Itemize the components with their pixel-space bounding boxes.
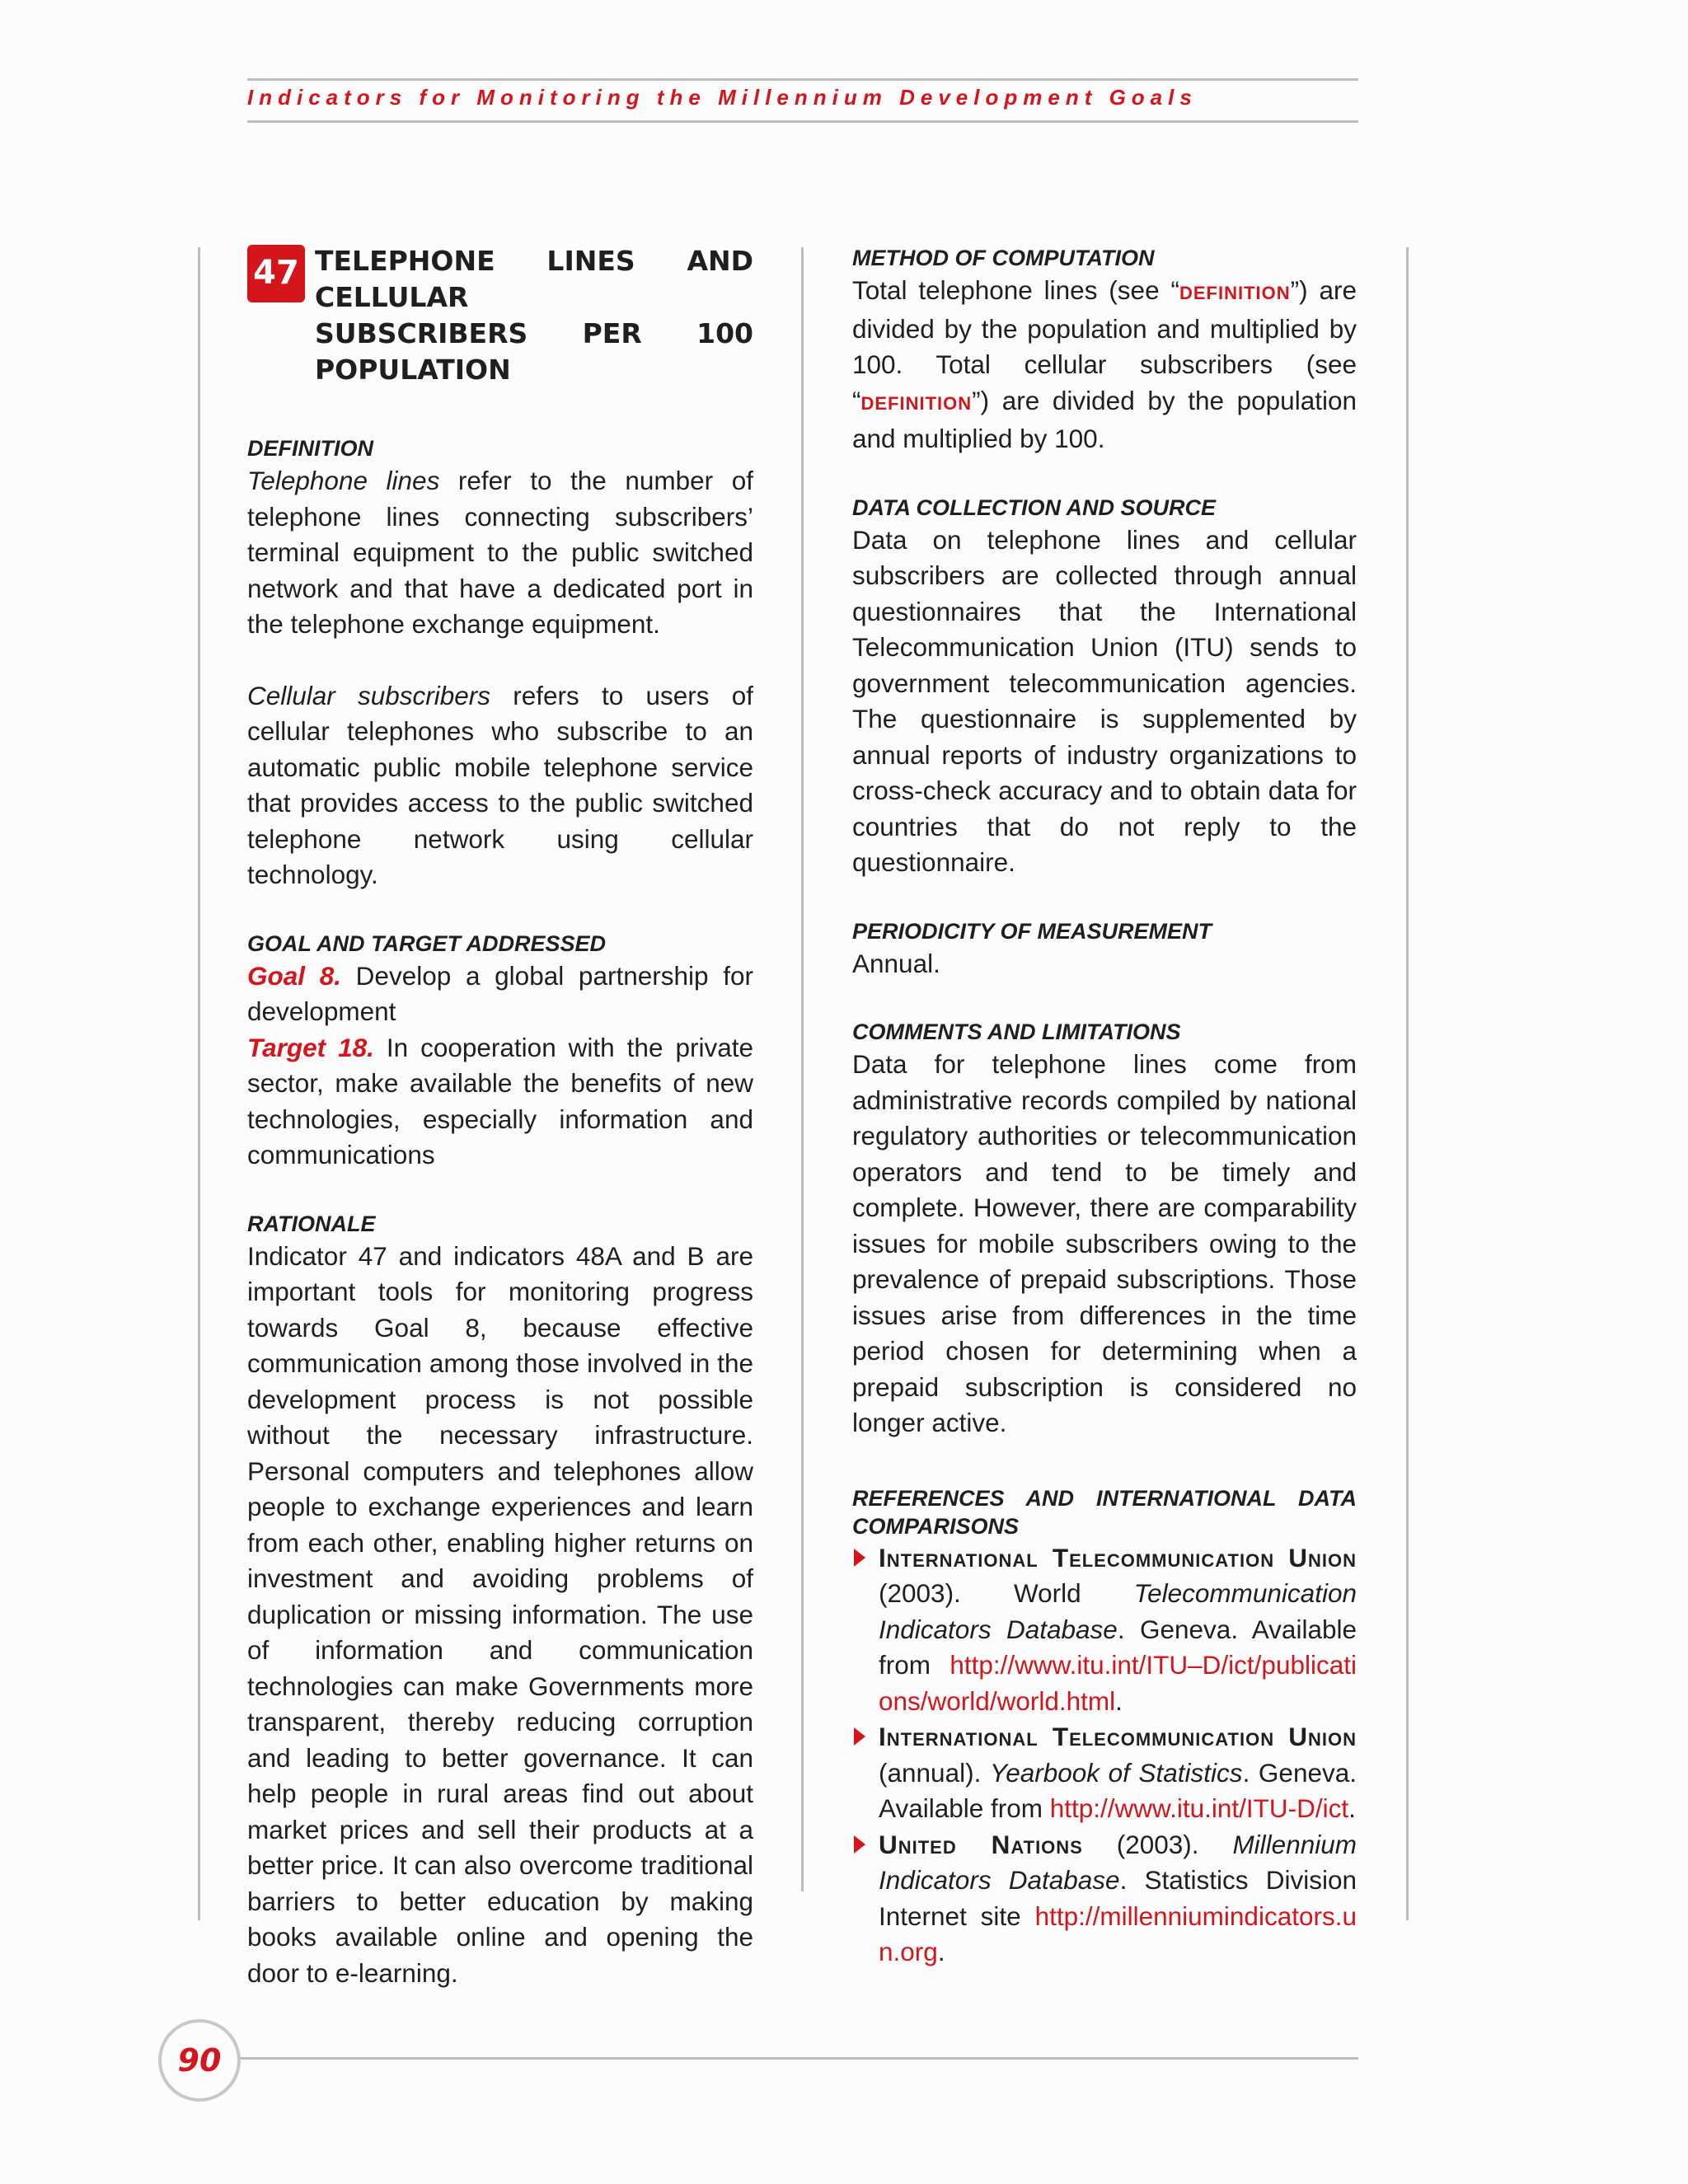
periodicity-section bbox=[852, 916, 1357, 982]
reference-title: Millennium Indicators Database bbox=[879, 1829, 1357, 1895]
comments-section bbox=[852, 1017, 1357, 1441]
reference-end: . bbox=[1348, 1793, 1356, 1823]
method-s2-post: ”) are divided by the population and multiplied by 100. bbox=[852, 385, 1357, 453]
data-collection-heading: DATA COLLECTION AND SOURCE bbox=[852, 494, 1216, 520]
reference-author: United Nations bbox=[879, 1829, 1083, 1859]
method-s2-pre: Total cellular subscribers (see “ bbox=[852, 349, 1357, 415]
indicator-number-badge: 47 bbox=[247, 245, 305, 302]
method-text bbox=[852, 273, 1357, 457]
term-telephone-lines: Telephone lines bbox=[247, 466, 440, 495]
reference-end: . bbox=[937, 1937, 945, 1966]
periodicity-text: Annual. bbox=[852, 948, 940, 978]
reference-post: . Geneva. Available from bbox=[879, 1757, 1357, 1823]
target-line bbox=[247, 1030, 753, 1174]
references-section bbox=[852, 1484, 1357, 1971]
definition-text-1: refer to the number of telephone lines connecting subscribers’ terminal equipment to the public switched network and that have a dedicated port in the telephone exchange equipment. bbox=[247, 466, 754, 639]
reference-post: . Geneva. Available from bbox=[879, 1614, 1357, 1680]
indicator-title-line-2: SUBSCRIBERS PER 100 POPULATION bbox=[315, 317, 753, 386]
indicator-title-block bbox=[247, 243, 753, 388]
left-column bbox=[247, 243, 753, 2027]
right-margin-rule bbox=[1406, 247, 1409, 1920]
method-s1-pre: Total telephone lines (see “ bbox=[852, 275, 1179, 305]
header-rule-bottom bbox=[247, 120, 1358, 123]
running-head: Indicators for Monitoring the Millennium Development Goals bbox=[247, 85, 1198, 110]
term-cellular-subscribers: Cellular subscribers bbox=[247, 680, 491, 710]
definition-section bbox=[247, 434, 753, 893]
left-margin-rule bbox=[198, 247, 200, 1920]
footer-rule bbox=[234, 2057, 1358, 2060]
indicator-title bbox=[315, 243, 753, 388]
definition-heading: DEFINITION bbox=[247, 436, 373, 461]
reference-author: International Telecommunication Union bbox=[879, 1722, 1357, 1751]
method-s2-ref[interactable]: DEFINITION bbox=[860, 392, 973, 414]
references-heading: REFERENCES AND INTERNATIONAL DATA COMPARISONS bbox=[852, 1485, 1357, 1539]
definition-paragraph-1 bbox=[247, 463, 753, 643]
reference-item bbox=[852, 1719, 1357, 1827]
reference-item bbox=[852, 1827, 1357, 1971]
target-label: Target 18. bbox=[247, 1032, 374, 1062]
page-number: 90 bbox=[158, 2019, 241, 2102]
reference-link[interactable]: http://www.itu.int/ITU–D/ict/publications/world/world.html bbox=[879, 1650, 1357, 1716]
comments-heading: COMMENTS AND LIMITATIONS bbox=[852, 1019, 1181, 1044]
reference-link[interactable]: http://millenniumindicators.un.org bbox=[879, 1900, 1357, 1966]
comments-text: Data for telephone lines come from administrative records compiled by national regulatory authorities or telecommunication operators and tend to be timely and complete. However, there are comparability issues for mobile subscribers owing to the prevalence of prepaid subscriptions. Those issues arise from differences in the time period chosen for determining when a prepaid subscription is considered no longer active. bbox=[852, 1049, 1357, 1437]
goal-text: Develop a global partnership for development bbox=[247, 960, 753, 1026]
references-list bbox=[852, 1540, 1357, 1971]
rationale-section bbox=[247, 1209, 753, 1992]
reference-title: Telecommunication Indicators Database bbox=[879, 1578, 1357, 1644]
reference-end: . bbox=[1115, 1685, 1123, 1716]
method-heading: METHOD OF COMPUTATION bbox=[852, 246, 1155, 270]
data-collection-section bbox=[852, 493, 1357, 881]
header-rule-top bbox=[247, 78, 1358, 81]
goal-section bbox=[247, 929, 753, 1174]
reference-pre: (2003). bbox=[1082, 1829, 1233, 1859]
rationale-heading: RATIONALE bbox=[247, 1211, 376, 1236]
reference-pre: (annual). bbox=[879, 1757, 990, 1788]
goal-label: Goal 8. bbox=[247, 960, 341, 991]
goal-line bbox=[247, 958, 753, 1030]
right-column bbox=[852, 243, 1357, 2006]
method-section bbox=[852, 243, 1357, 457]
periodicity-heading: PERIODICITY OF MEASUREMENT bbox=[852, 918, 1212, 944]
reference-link[interactable]: http://www.itu.int/ITU-D/ict bbox=[1049, 1793, 1349, 1823]
target-text: In cooperation with the private sector, make available the benefits of new technologies, especially information and communications bbox=[247, 1032, 753, 1169]
reference-item bbox=[852, 1540, 1357, 1720]
reference-post: . Statistics Division Internet site bbox=[879, 1865, 1357, 1931]
reference-title: Yearbook of Statistics bbox=[989, 1757, 1243, 1788]
data-collection-text: Data on telephone lines and cellular subscribers are collected through annual questionnaires that the International Telecommunication Union (ITU) sends to government telecommunication agencies. The questionnaire is supplemented by annual reports of industry organizations to cross-check accuracy and to obtain data for countries that do not reply to the questionnaire. bbox=[852, 524, 1357, 877]
definition-paragraph-2 bbox=[247, 678, 753, 893]
reference-author: International Telecommunication Union bbox=[879, 1542, 1357, 1572]
rationale-text: Indicator 47 and indicators 48A and B are important tools for monitoring progress towards Goal 8, because effective communication among those involved in the development process is not possible without the necessary infrastructure. Personal computers and telephones allow people to exchange experiences and learn from each other, enabling higher returns on investment and avoiding problems of duplication or missing information. The use of information and communication technologies can make Governments more transparent, thereby reducing corruption and leading to better governance. It can help people in rural areas find out about market prices and sell their products at a better price. It can also overcome traditional barriers to better education by making books available online and opening the door to e-learning. bbox=[247, 1240, 753, 1988]
indicator-title-line-1: TELEPHONE LINES AND CELLULAR bbox=[315, 245, 753, 313]
goal-heading: GOAL AND TARGET ADDRESSED bbox=[247, 930, 607, 956]
column-divider bbox=[801, 247, 804, 1891]
reference-pre: (2003). World bbox=[879, 1578, 1134, 1608]
method-s1-post: ”) are divided by the population and multiplied by 100. bbox=[852, 275, 1357, 379]
method-s1-ref[interactable]: DEFINITION bbox=[1179, 283, 1291, 303]
definition-text-2: refers to users of cellular telephones who subscribe to an automatic public mobile telephone service that provides access to the public switched telephone network using cellular technology. bbox=[247, 680, 753, 889]
